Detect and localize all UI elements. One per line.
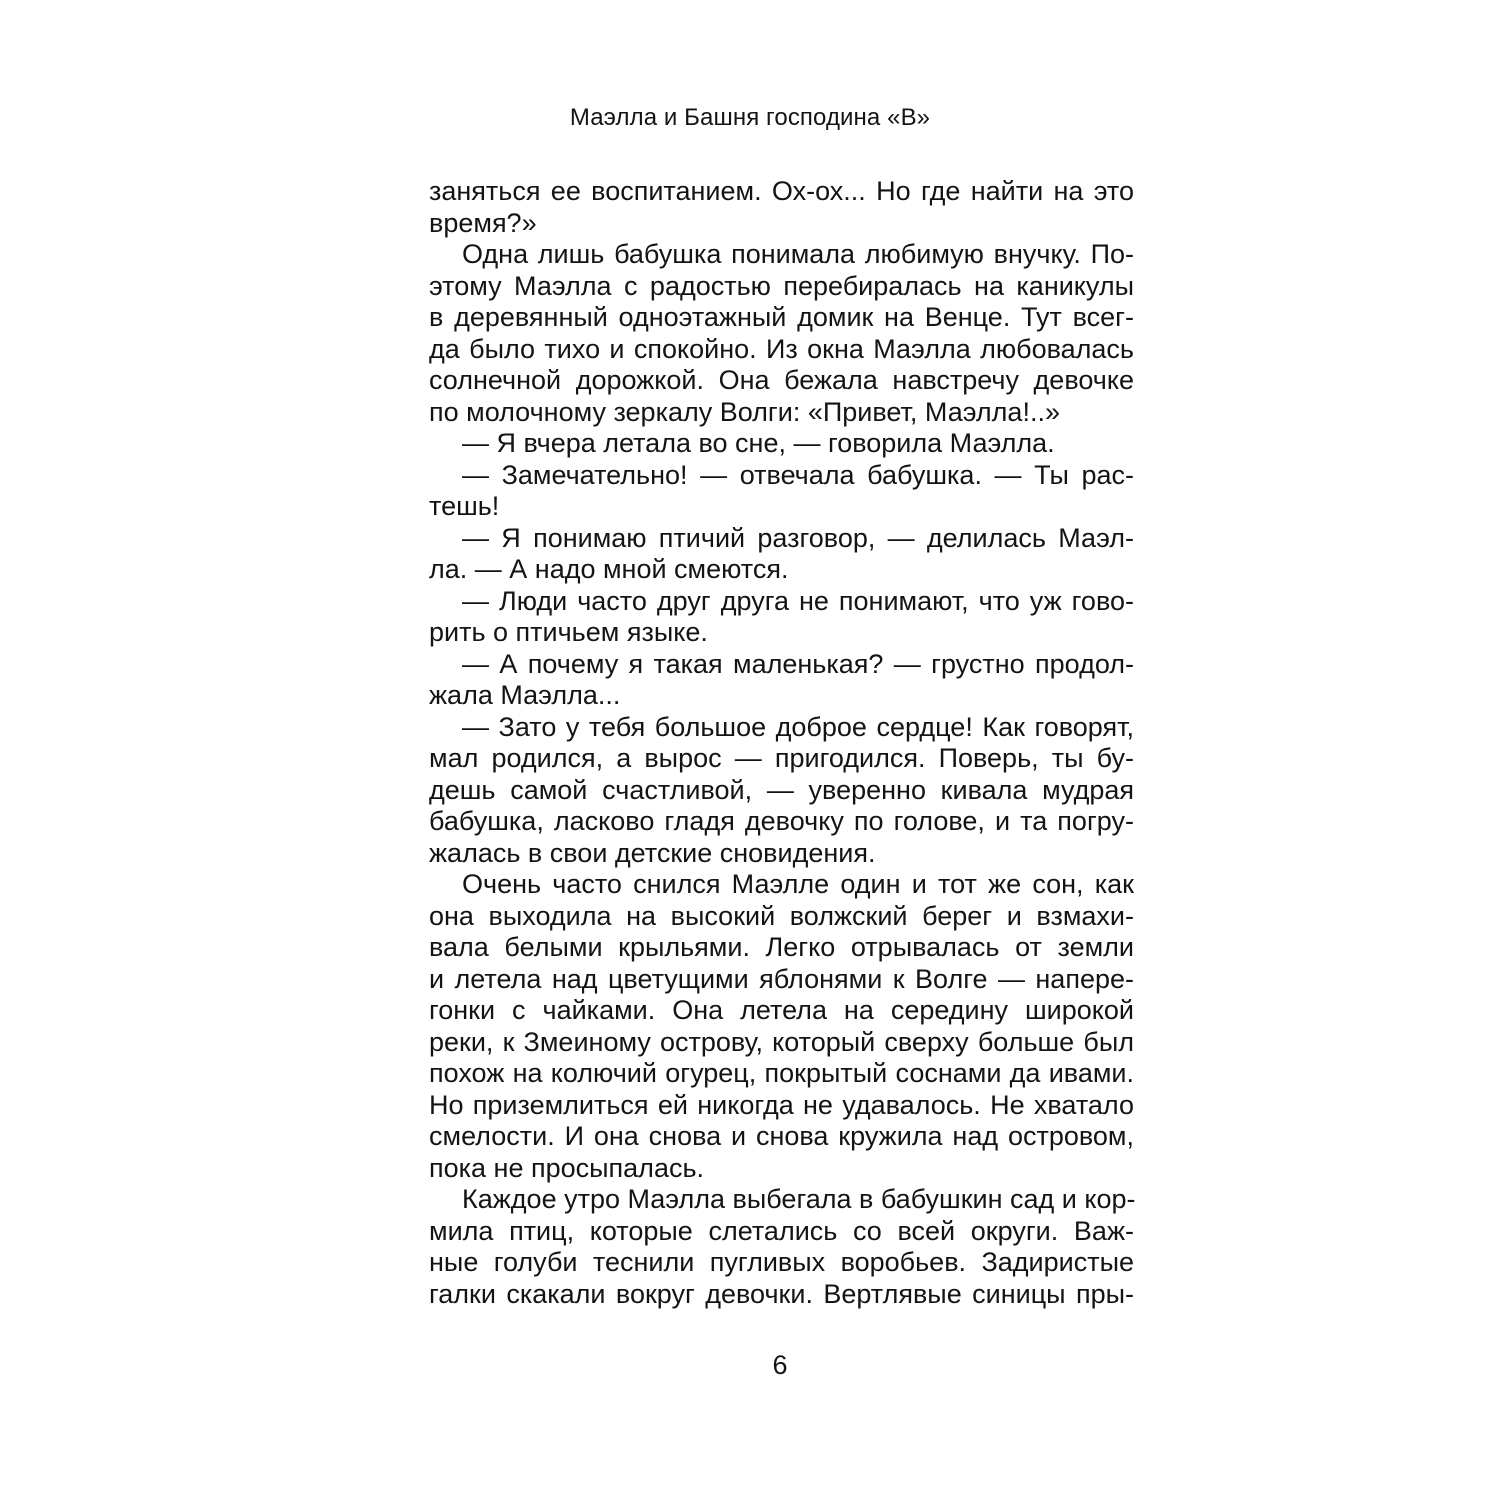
text-line: да было тихо и спокойно. Из окна Маэлла любовалась: [429, 333, 1134, 364]
text-line: тешь!: [429, 491, 500, 521]
running-title: Маэлла и Башня господина «В»: [569, 104, 931, 131]
text-line: мила птиц, которые слетались со всей округи. Важ-: [429, 1215, 1134, 1246]
text-line: заняться ее воспитанием. Ох-ох... Но где найти на это: [429, 176, 1134, 206]
text-line: похож на колючий огурец, покрытый соснами да ивами.: [429, 1058, 1134, 1088]
text-line: ла. — А надо мной смеются.: [429, 554, 789, 584]
text-line: она выходила на высокий волжский берег и взмахи-: [429, 900, 1134, 931]
text-line: и летела над цветущими яблонями к Волге — напере-: [429, 963, 1134, 994]
text-line: Одна лишь бабушка понимала любимую внучку. По-: [462, 239, 1134, 269]
text-line: галки скакали вокруг девочки. Вертлявые синицы пры-: [429, 1278, 1134, 1309]
text-line: реки, к Змеиному острову, который сверху больше был: [429, 1026, 1134, 1057]
text-line: Очень часто снился Маэлле один и тот же сон, как: [462, 869, 1134, 899]
text-line: ные голуби теснили пугливых воробьев. Задиристые: [429, 1247, 1134, 1277]
body-text: [429, 176, 1134, 1310]
text-line: — Я вчера летала во сне, — говорила Маэлла.: [462, 428, 1055, 458]
page-number: 6: [772, 1350, 788, 1380]
text-line: Каждое утро Маэлла выбегала в бабушкин сад и кор-: [462, 1184, 1136, 1214]
text-line: по молочному зеркалу Волги: «Привет, Маэлла!..»: [429, 396, 1060, 427]
text-line: жалась в свои детские сновидения.: [429, 837, 876, 868]
text-line: бабушка, ласково гладя девочку по голове, и та погру-: [429, 806, 1134, 836]
text-line: жала Маэлла...: [429, 680, 621, 710]
text-line: вала белыми крыльями. Легко отрывалась от земли: [429, 932, 1134, 962]
text-line: время?»: [429, 207, 537, 238]
text-line: этому Маэлла с радостью перебиралась на каникулы: [429, 270, 1134, 301]
text-line: мал родился, а вырос — пригодился. Поверь, ты бу-: [429, 743, 1134, 773]
text-line: — Люди часто друг друга не понимают, что уж гово-: [462, 585, 1134, 616]
text-line: смелости. И она снова и снова кружила над островом,: [429, 1121, 1134, 1151]
text-line: солнечной дорожкой. Она бежала навстречу девочке: [429, 365, 1134, 395]
text-line: — Замечательно! — отвечала бабушка. — Ты рас-: [462, 459, 1134, 490]
text-line: — Я понимаю птичий разговор, — делилась Маэл-: [462, 522, 1134, 553]
text-line: Но приземлиться ей никогда не удавалось. Не хватало: [429, 1089, 1134, 1120]
text-line: — Зато у тебя большое доброе сердце! Как говорят,: [462, 711, 1134, 742]
text-line: дешь самой счастливой, — уверенно кивала мудрая: [429, 774, 1134, 805]
text-line: гонки с чайками. Она летела на середину широкой: [429, 995, 1134, 1025]
text-line: рить о птичьем языке.: [429, 617, 708, 647]
text-line: в деревянный одноэтажный домик на Венце. Тут всег-: [429, 302, 1134, 332]
text-line: пока не просыпалась.: [429, 1152, 705, 1183]
text-line: — А почему я такая маленькая? — грустно продол-: [462, 648, 1134, 679]
